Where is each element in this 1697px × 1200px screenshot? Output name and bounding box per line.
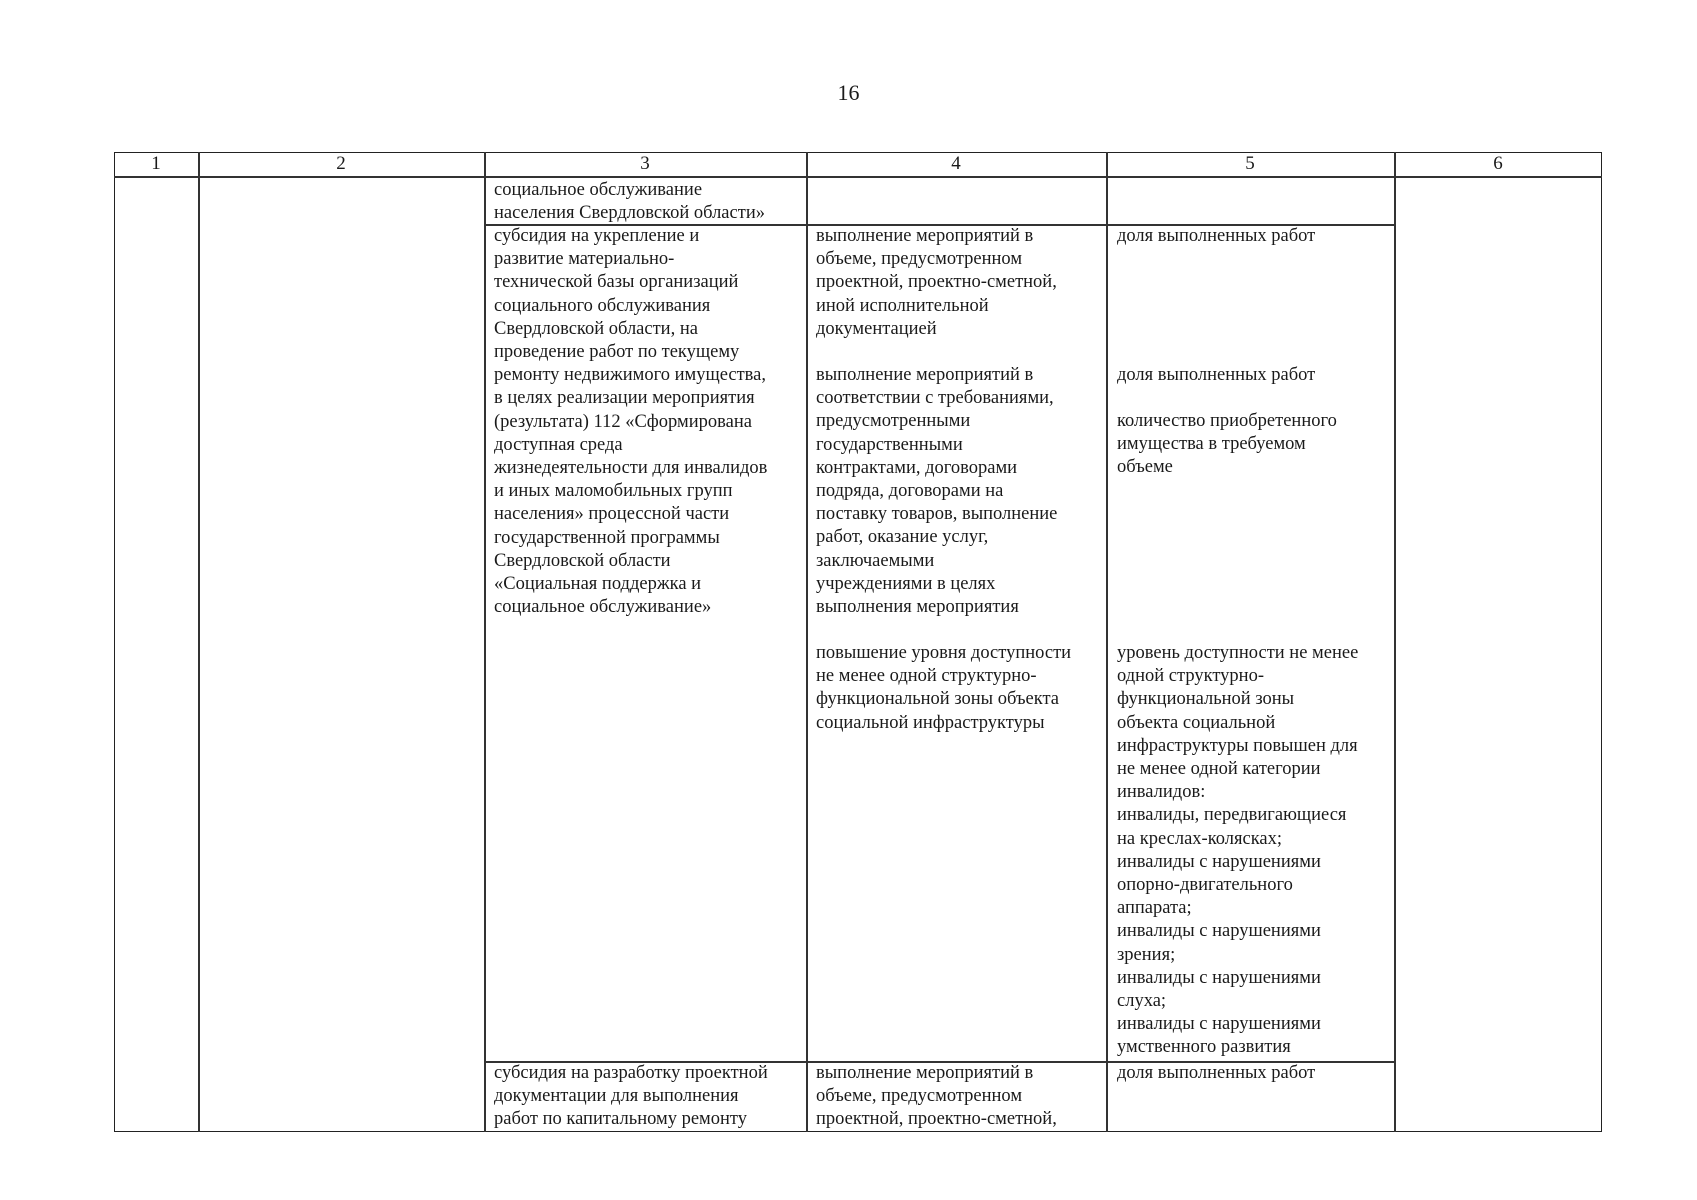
table-cell: повышение уровня доступности не менее одной структурно- функциональной зоны объекта социальной инфраструктуры bbox=[816, 643, 1072, 733]
col-divider bbox=[1394, 152, 1396, 1132]
table-cell: выполнение мероприятий в соответствии с требованиями, предусмотренными государственными контрактами, договорами подряда, договорами на поставку товаров, выполнение работ, оказание услуг, заключаемыми учреждениями в целях выполнения мероприятия bbox=[816, 365, 1058, 618]
table-cell: количество приобретенного имущества в требуемом объеме bbox=[1117, 411, 1337, 478]
column-number-3: 3 bbox=[640, 153, 650, 174]
table-cell: субсидия на разработку проектной документации для выполнения работ по капитальному ремонту bbox=[494, 1063, 768, 1130]
table-cell: уровень доступности не менее одной структурно- функциональной зоны объекта социальной инфраструктуры повышен для не менее одной категории инвалидов: инвалиды, передвигающиеся на креслах-колясках; инвалиды с нарушениями опорно-двигательного аппарата; инвалиды с нарушениями зрения; инвалиды с нарушениями слуха; инвалиды с нарушениями умственного развития bbox=[1117, 643, 1359, 1058]
column-number-1: 1 bbox=[151, 153, 161, 174]
header-divider bbox=[114, 176, 1602, 178]
page-number: 16 bbox=[837, 80, 860, 105]
column-number-2: 2 bbox=[336, 153, 346, 174]
col-divider bbox=[806, 152, 808, 1132]
column-number-5: 5 bbox=[1245, 153, 1255, 174]
column-number-6: 6 bbox=[1493, 153, 1503, 174]
table-cell: социальное обслуживание населения Свердловской области» bbox=[494, 180, 765, 224]
col-divider bbox=[1106, 152, 1108, 1132]
col-divider bbox=[484, 152, 486, 1132]
table-cell: доля выполненных работ bbox=[1117, 226, 1316, 246]
table-cell: субсидия на укрепление и развитие материально- технической базы организаций социального обслуживания Свердловской области, на проведение работ по текущему ремонту недвижимого имущества, в целях реализации мероприятия (результата) 112 «Сформирована доступная среда жизнедеятельности для инвалидов и иных маломобильных групп населения» процессной части государственной программы Свердловской области «Социальная поддержка и социальное обслуживание» bbox=[494, 226, 768, 618]
table-cell: доля выполненных работ bbox=[1117, 365, 1316, 385]
col-divider bbox=[198, 152, 200, 1132]
column-number-4: 4 bbox=[951, 153, 961, 174]
table-cell: выполнение мероприятий в объеме, предусмотренном проектной, проектно-сметной, иной исполнительной документацией bbox=[816, 226, 1057, 339]
table-cell: доля выполненных работ bbox=[1117, 1063, 1316, 1083]
table-cell: выполнение мероприятий в объеме, предусмотренном проектной, проектно-сметной, bbox=[816, 1063, 1057, 1130]
